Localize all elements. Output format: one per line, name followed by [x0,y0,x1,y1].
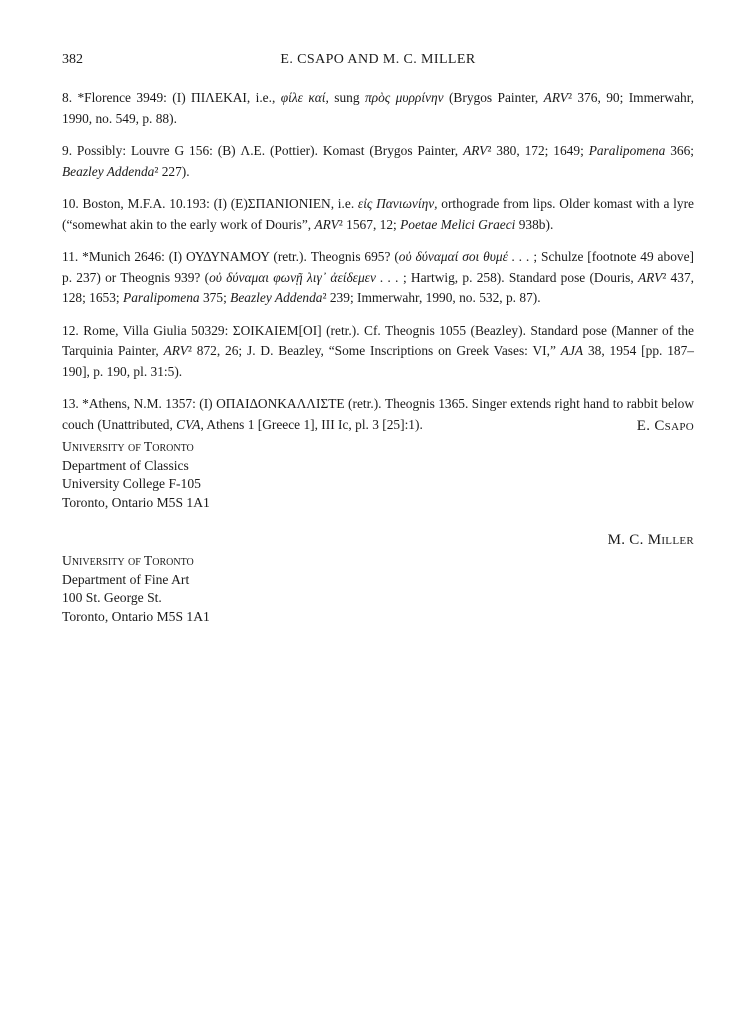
address-department: Department of Classics [62,457,189,473]
page-header [62,50,694,72]
address-building: University College F-105 [62,476,201,491]
catalogue-entry-11: 11. *Munich 2646: (I) ΟΥΔΥΝΑΜΟΥ (retr.). Theognis 695? (οὐ δύναμαί σοι θυμέ . . . ; Schulze [footnote 49 above] p. 237) or Theognis 939? (οὐ δύναμαι φωνῇ λιγ᾽ ἀείδεμεν . . . ; Hartwig, p. 258). Standard pose (Douris, ARV² 437, 128; 1653; Paralipomena 375; Beazley Addenda² 239; Immerwahr, 1990, no. 532, p. 87). [62,249,694,305]
address-street: 100 St. George St. [62,590,162,605]
author-signature-miller: M. C. Miller [607,532,694,548]
catalogue-entry-10: 10. Boston, M.F.A. 10.193: (I) (Ε)ΣΠΑΝΙΟΝΙΕΝ, i.e. εἰς Πανιωνίην, orthograde from lips. Older komast with a lyre (“somewhat akin to the early work of Douris”, ARV² 1567, 12; Poetae Melici Graeci 938b). [62,196,694,232]
address-city: Toronto, Ontario M5S 1A1 [62,608,210,624]
catalogue-entry-12: 12. Rome, Villa Giulia 50329: ΣΟΙΚΑΙΕΜ[ΟΙ] (retr.). Cf. Theognis 1055 (Beazley). Standard pose (Manner of the Tarquinia Painter, ARV² 872, 26; J. D. Beazley, “Some Inscriptions on Greek Vases: VI,” AJA 38, 1954 [pp. 187–190], p. 190, pl. 31:5). [62,322,695,379]
catalogue-entry-13: 13. *Athens, N.M. 1357: (I) ΟΠΑΙΔΟΝΚΑΛΛΙΣΤΕ (retr.). Theognis 1365. Singer extends right hand to rabbit below couch (Unattributed, CVA, Athens 1 [Greece 1], III Ic, pl. 3 [25]:1). [62,396,694,432]
address-department: Department of Fine Art [62,571,190,587]
address-city: Toronto, Ontario M5S 1A1 [62,494,210,510]
author-signature-csapo: E. Csapo [636,418,694,434]
address-university: University of Toronto [62,439,194,454]
catalogue-entry-9: 9. Possibly: Louvre G 156: (B) Λ.Ε. (Pottier). Komast (Brygos Painter, ARV² 380, 172; 1649; Paralipomena 366; Beazley Addenda² 227). [62,143,695,179]
catalogue-entries [62,88,694,447]
page-number: 382 [62,52,83,67]
address-university: University of Toronto [62,553,194,568]
catalogue-entry-8: 8. *Florence 3949: (I) ΠΙΛΕΚΑΙ, i.e., φίλε καί, sung πρὸς μυρρίνην (Brygos Painter, ARV² 376, 90; Immerwahr, 1990, no. 549, p. 88). [62,90,694,126]
running-head: E. CSAPO AND M. C. MILLER [280,52,476,67]
author-address-miller [62,552,210,626]
author-address-csapo [62,438,210,512]
